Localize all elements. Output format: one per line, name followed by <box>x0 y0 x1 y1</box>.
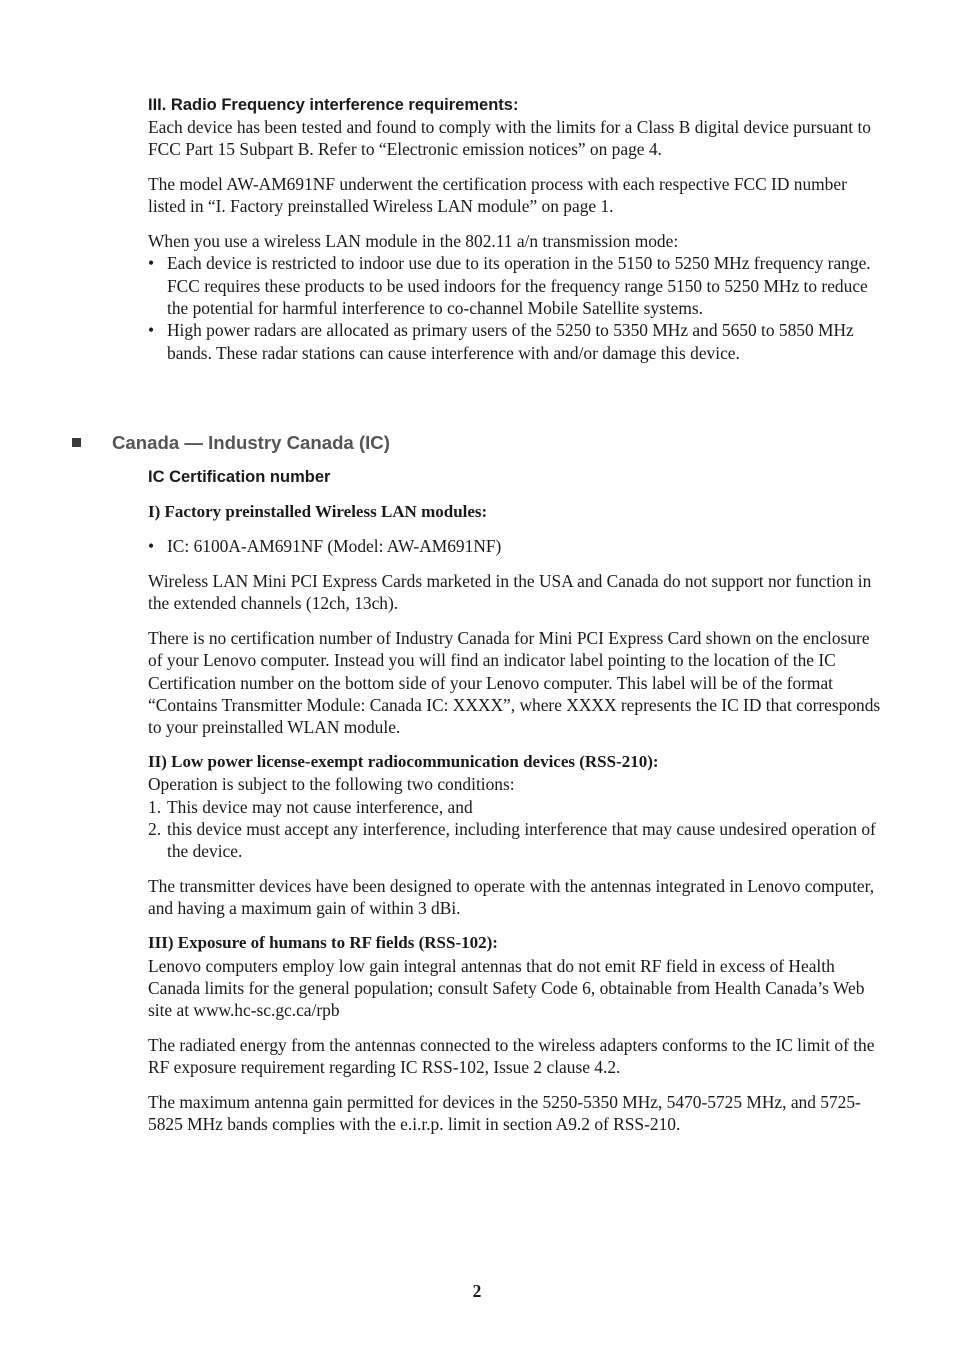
factory-modules-heading: I) Factory preinstalled Wireless LAN modules: <box>148 502 488 521</box>
factory-modules-list <box>148 535 883 557</box>
low-power-heading: II) Low power license-exempt radiocommunication devices (RSS-210): <box>148 752 659 772</box>
rf-para-transmission-mode: When you use a wireless LAN module in the 802.11 a/n transmission mode: <box>148 231 679 252</box>
ic-certification-heading: IC Certification number <box>148 468 331 486</box>
list-item <box>148 535 883 557</box>
list-item-text: this device must accept any interference, including interference that may cause undesired operation of the device. <box>167 819 876 862</box>
list-number: 1. <box>148 796 162 817</box>
square-bullet-icon <box>72 438 81 447</box>
list-number: 2. <box>148 819 162 840</box>
list-item-text: Each device is restricted to indoor use due to its operation in the 5150 to 5250 MHz frequency range. FCC requires these products to be used indoors for the frequency range 5150 to 5250 MHz to reduce the potential for harmful interference to co-channel Mobile Satellite systems. <box>167 253 871 319</box>
para-extended-channels: Wireless LAN Mini PCI Express Cards marketed in the USA and Canada do not support nor function in the extended channels (12ch, 13ch). <box>148 571 872 614</box>
list-item-text: IC: 6100A-AM691NF (Model: AW-AM691NF) <box>167 536 502 557</box>
conditions-list <box>148 796 883 863</box>
list-item <box>148 796 883 818</box>
para-radiated-energy: The radiated energy from the antennas connected to the wireless adapters conforms to the IC limit of the RF exposure requirement regarding IC RSS-102, Issue 2 clause 4.2. <box>148 1034 875 1078</box>
para-transmitter: The transmitter devices have been designed to operate with the antennas integrated in Lenovo computer, and having a maximum gain of within 3 dBi. <box>148 876 875 919</box>
rf-para-model: The model AW-AM691NF underwent the certification process with each respective FCC ID number listed in “I. Factory preinstalled Wireless LAN module” on page 1. <box>148 174 847 217</box>
rf-section <box>148 94 883 376</box>
para-no-certification: There is no certification number of Industry Canada for Mini PCI Express Card shown on the enclosure of your Lenovo computer. Instead you will find an indicator label pointing to the location of the IC Certification number on the bottom side of your Lenovo computer. This label will be of the format “Contains Transmitter Module: Canada IC: XXXX”, where XXXX represents the IC ID that corresponds to your preinstalled WLAN module. <box>148 628 881 738</box>
canada-section-title: Canada — Industry Canada (IC) <box>112 432 390 453</box>
rf-para-class-b: Each device has been tested and found to comply with the limits for a Class B digital device pursuant to FCC Part 15 Subpart B. Refer to “Electronic emission notices” on page 4. <box>148 117 871 160</box>
list-item <box>148 319 883 364</box>
page-number: 2 <box>472 1281 482 1301</box>
list-item-text: High power radars are allocated as primary users of the 5250 to 5350 MHz and 5650 to 5850 MHz bands. These radar stations can cause interference with and/or damage this device. <box>167 320 854 363</box>
bullet-icon: • <box>148 253 155 274</box>
canada-section <box>148 466 883 1148</box>
rf-heading: III. Radio Frequency interference requirements: <box>148 96 519 114</box>
list-item <box>148 252 883 319</box>
bullet-icon: • <box>148 320 155 341</box>
list-item <box>148 818 883 863</box>
exposure-heading: III) Exposure of humans to RF fields (RSS-102): <box>148 933 498 953</box>
rf-bullet-list <box>148 252 883 363</box>
conditions-intro: Operation is subject to the following two conditions: <box>148 774 515 795</box>
bullet-icon: • <box>148 536 155 557</box>
list-item-text: This device may not cause interference, and <box>167 796 473 817</box>
para-low-gain: Lenovo computers employ low gain integral antennas that do not emit RF field in excess of Health Canada limits for the general population; consult Safety Code 6, obtainable from Health Canada’s Web site at www.hc-sc.gc.ca/rpb <box>148 955 865 1021</box>
para-max-antenna-gain: The maximum antenna gain permitted for devices in the 5250-5350 MHz, 5470-5725 MHz, and 5725-5825 MHz bands complies with the e.i.r.p. limit in section A9.2 of RSS-210. <box>148 1092 861 1135</box>
